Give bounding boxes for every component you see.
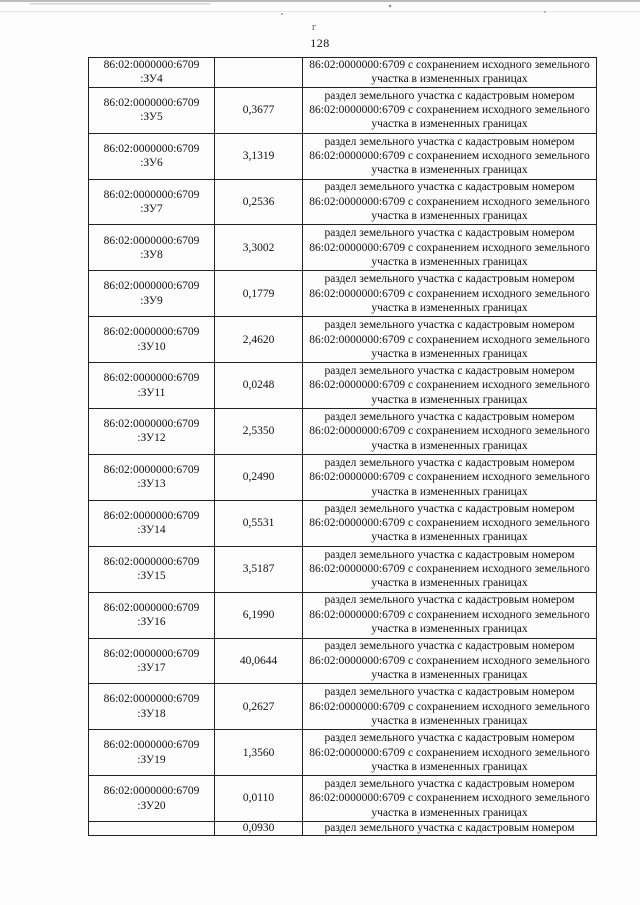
parcel-id-cell [89,409,215,455]
description-cell: раздел земельного участка с кадастровым номером 86:02:0000000:6709 с сохранением исходного земельного участка в измененных границах [303,592,597,638]
parcel-id-cell [89,500,215,546]
parcel-label: :ЗУ8 [140,248,163,261]
table-row [89,58,597,88]
parcel-id-cell [89,179,215,225]
area-cell: 3,3002 [215,225,303,271]
area-cell: 40,0644 [215,638,303,684]
scan-mark: г [312,22,317,33]
table-row [89,592,597,638]
description-cell: раздел земельного участка с кадастровым номером 86:02:0000000:6709 с сохранением исходного земельного участка в измененных границах [303,638,597,684]
parcel-label: :ЗУ16 [137,616,166,629]
area-cell: 0,0248 [215,363,303,409]
table-row [89,638,597,684]
parcel-id-cell [89,592,215,638]
description-cell: раздел земельного участка с кадастровым номером [303,822,597,836]
description-cell: раздел земельного участка с кадастровым номером 86:02:0000000:6709 с сохранением исходного земельного участка в измененных границах [303,179,597,225]
cadastral-number: 86:02:0000000:6709 [103,142,200,155]
table-row [89,271,597,317]
area-cell: 0,5531 [215,500,303,546]
area-cell: 0,2490 [215,454,303,500]
parcel-label: :ЗУ15 [137,570,166,583]
area-cell: 6,1990 [215,592,303,638]
cadastral-number: 86:02:0000000:6709 [103,418,200,431]
table-row [89,225,597,271]
description-cell: раздел земельного участка с кадастровым номером 86:02:0000000:6709 с сохранением исходного земельного участка в измененных границах [303,500,597,546]
cadastral-number: 86:02:0000000:6709 [103,555,200,568]
cadastral-number: 86:02:0000000:6709 [103,188,200,201]
description-cell: раздел земельного участка с кадастровым номером 86:02:0000000:6709 с сохранением исходного земельного участка в измененных границах [303,776,597,822]
table-row [89,730,597,776]
parcel-label: :ЗУ9 [140,294,163,307]
area-cell: 2,4620 [215,317,303,363]
cadastral-number: 86:02:0000000:6709 [103,59,200,71]
cadastral-number: 86:02:0000000:6709 [103,372,200,385]
parcel-table [88,57,597,836]
area-cell: 0,2627 [215,684,303,730]
parcel-id-cell [89,271,215,317]
cadastral-number: 86:02:0000000:6709 [103,234,200,247]
description-cell: раздел земельного участка с кадастровым номером 86:02:0000000:6709 с сохранением исходного земельного участка в измененных границах [303,87,597,133]
parcel-id-cell [89,133,215,179]
cadastral-number: 86:02:0000000:6709 [103,601,200,614]
parcel-label: :ЗУ17 [137,661,166,674]
parcel-label: :ЗУ7 [140,203,163,216]
parcel-id-cell [89,684,215,730]
cadastral-number: 86:02:0000000:6709 [103,509,200,522]
parcel-label: :ЗУ13 [137,478,166,491]
area-cell [215,58,303,88]
parcel-label: :ЗУ18 [137,707,166,720]
parcel-table-body [89,58,597,836]
area-cell: 0,1779 [215,271,303,317]
table-row [89,546,597,592]
cadastral-number: 86:02:0000000:6709 [103,326,200,339]
cadastral-number: 86:02:0000000:6709 [103,647,200,660]
table-row [89,179,597,225]
description-cell: раздел земельного участка с кадастровым номером 86:02:0000000:6709 с сохранением исходного земельного участка в измененных границах [303,317,597,363]
parcel-id-cell [89,317,215,363]
table-row [89,363,597,409]
table-row [89,317,597,363]
description-cell: раздел земельного участка с кадастровым номером 86:02:0000000:6709 с сохранением исходного земельного участка в измененных границах [303,225,597,271]
description-cell: 86:02:0000000:6709 с сохранением исходного земельного участка в измененных границах [303,58,597,88]
table-row [89,776,597,822]
parcel-id-cell [89,730,215,776]
table-row [89,409,597,455]
cadastral-number: 86:02:0000000:6709 [103,96,200,109]
area-cell: 2,5350 [215,409,303,455]
area-cell: 0,0930 [215,822,303,836]
area-cell: 3,5187 [215,546,303,592]
area-cell: 0,0110 [215,776,303,822]
description-cell: раздел земельного участка с кадастровым номером 86:02:0000000:6709 с сохранением исходного земельного участка в измененных границах [303,363,597,409]
area-cell: 0,2536 [215,179,303,225]
description-cell: раздел земельного участка с кадастровым номером 86:02:0000000:6709 с сохранением исходного земельного участка в измененных границах [303,730,597,776]
description-cell: раздел земельного участка с кадастровым номером 86:02:0000000:6709 с сохранением исходного земельного участка в измененных границах [303,133,597,179]
description-cell: раздел земельного участка с кадастровым номером 86:02:0000000:6709 с сохранением исходного земельного участка в измененных границах [303,409,597,455]
parcel-label: :ЗУ6 [140,157,163,170]
cadastral-number: 86:02:0000000:6709 [103,693,200,706]
table-row [89,684,597,730]
parcel-id-cell [89,822,215,836]
table-row [89,133,597,179]
table-row [89,822,597,836]
parcel-label: :ЗУ20 [137,799,166,812]
parcel-id-cell [89,546,215,592]
area-cell: 3,1319 [215,133,303,179]
parcel-id-cell [89,87,215,133]
parcel-label: :ЗУ4 [140,73,163,86]
parcel-label: :ЗУ19 [137,753,166,766]
parcel-id-cell [89,58,215,88]
parcel-id-cell [89,638,215,684]
area-cell: 1,3560 [215,730,303,776]
cadastral-number: 86:02:0000000:6709 [103,785,200,798]
table-row [89,87,597,133]
parcel-label: :ЗУ12 [137,432,166,445]
parcel-id-cell [89,454,215,500]
page-number: 128 [310,36,330,50]
description-cell: раздел земельного участка с кадастровым номером 86:02:0000000:6709 с сохранением исходного земельного участка в измененных границах [303,546,597,592]
description-cell: раздел земельного участка с кадастровым номером 86:02:0000000:6709 с сохранением исходного земельного участка в измененных границах [303,454,597,500]
parcel-id-cell [89,225,215,271]
table-row [89,454,597,500]
parcel-id-cell [89,776,215,822]
cadastral-number: 86:02:0000000:6709 [103,463,200,476]
table-row [89,500,597,546]
description-cell: раздел земельного участка с кадастровым номером 86:02:0000000:6709 с сохранением исходного земельного участка в измененных границах [303,684,597,730]
description-cell: раздел земельного участка с кадастровым номером 86:02:0000000:6709 с сохранением исходного земельного участка в измененных границах [303,271,597,317]
scan-artifacts [0,0,640,22]
parcel-label: :ЗУ10 [137,340,166,353]
parcel-label: :ЗУ5 [140,111,163,124]
area-cell: 0,3677 [215,87,303,133]
parcel-label: :ЗУ14 [137,524,166,537]
parcel-id-cell [89,363,215,409]
cadastral-number: 86:02:0000000:6709 [103,739,200,752]
parcel-label: :ЗУ11 [137,386,166,399]
cadastral-number: 86:02:0000000:6709 [103,280,200,293]
